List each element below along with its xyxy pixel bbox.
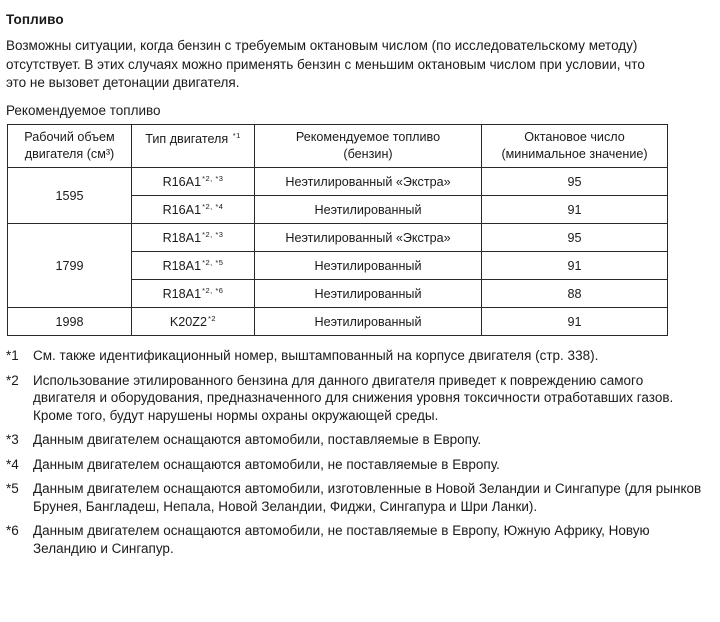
cell-fuel: Неэтилированный: [255, 252, 482, 280]
footnote-text: Данным двигателем оснащаются автомобили, не поставляемые в Европу.: [33, 456, 500, 472]
cell-engine: R16A1$^{*2, *3}$: [132, 168, 255, 196]
footnotes: [6, 347, 706, 564]
cell-octane: 91: [482, 196, 668, 224]
footnote: [6, 347, 706, 365]
intro-paragraph: Возможны ситуации, когда бензин с требуемым октановым числом (по исследовательскому методу) отсутствует. В этих случаях можно применять бензин с меньшим октановым числом при условии, что это не вызовет детонации двигателя.: [6, 38, 645, 90]
cell-volume: 1595: [8, 168, 132, 224]
section-heading: Топливо: [6, 12, 64, 27]
footnote-text: См. также идентификационный номер, выштампованный на корпусе двигателя (стр. 338).: [33, 348, 599, 363]
table-header-row: [8, 125, 668, 168]
cell-fuel: Неэтилированный: [255, 280, 482, 308]
footnote-mark: *1: [6, 348, 19, 363]
footnote-mark: *2: [6, 372, 19, 388]
fuel-table: [7, 124, 668, 336]
footnote: [6, 480, 706, 515]
cell-octane: 88: [482, 280, 668, 308]
footnote-mark: *3: [6, 432, 19, 447]
footnote-text: Данным двигателем оснащаются автомобили, изготовленные в Новой Зеландии и Сингапуре (для рынков Брунея, Бангладеш, Непала, Новой Зеландии, Фиджи, Сингапура и Шри Ланки).: [33, 481, 702, 514]
cell-engine: R16A1$^{*2, *4}$: [132, 196, 255, 224]
header-fuel: Рекомендуемое топливо (бензин): [255, 125, 482, 168]
table-row: [8, 168, 668, 196]
footnote: [6, 522, 706, 557]
footnote-text: Данным двигателем оснащаются автомобили, не поставляемые в Европу, Южную Африку, Новую Зеландию и Сингапур.: [33, 523, 650, 556]
footnote-mark: *5: [6, 481, 19, 496]
cell-octane: 95: [482, 168, 668, 196]
cell-fuel: Неэтилированный «Экстра»: [255, 168, 482, 196]
cell-fuel: Неэтилированный «Экстра»: [255, 224, 482, 252]
footnote: [6, 456, 706, 474]
footnote: [6, 372, 706, 425]
table-row: [8, 224, 668, 252]
footnote-text: Данным двигателем оснащаются автомобили, поставляемые в Европу.: [33, 432, 482, 447]
cell-engine: R18A1$^{*2, *6}$: [132, 280, 255, 308]
cell-octane: 91: [482, 252, 668, 280]
cell-octane: 95: [482, 224, 668, 252]
header-octane: Октановое число (минимальное значение): [482, 125, 668, 168]
cell-engine: R18A1$^{*2, *5}$: [132, 252, 255, 280]
cell-volume: 1998: [8, 308, 132, 336]
cell-engine: R18A1$^{*2, *3}$: [132, 224, 255, 252]
cell-volume: 1799: [8, 224, 132, 308]
footnote-text: Использование этилированного бензина для данного двигателя приведет к повреждению самого двигателя и оборудования, предназначенного для снижения уровня токсичности отработавших газов. Кроме того, будут нарушены нормы охраны окружающей среды.: [33, 372, 674, 423]
footnote-mark: *6: [6, 523, 19, 538]
table-caption: Рекомендуемое топливо: [6, 103, 161, 118]
footnote-mark: *4: [6, 456, 19, 472]
footnote: [6, 431, 706, 449]
cell-fuel: Неэтилированный: [255, 196, 482, 224]
table-row: [8, 308, 668, 336]
cell-fuel: Неэтилированный: [255, 308, 482, 336]
cell-engine: K20Z2$^{*2}$: [132, 308, 255, 336]
header-engine: Тип двигателя $^{*1}$: [132, 125, 255, 168]
cell-octane: 91: [482, 308, 668, 336]
header-volume: Рабочий объем двигателя (см³): [8, 125, 132, 168]
